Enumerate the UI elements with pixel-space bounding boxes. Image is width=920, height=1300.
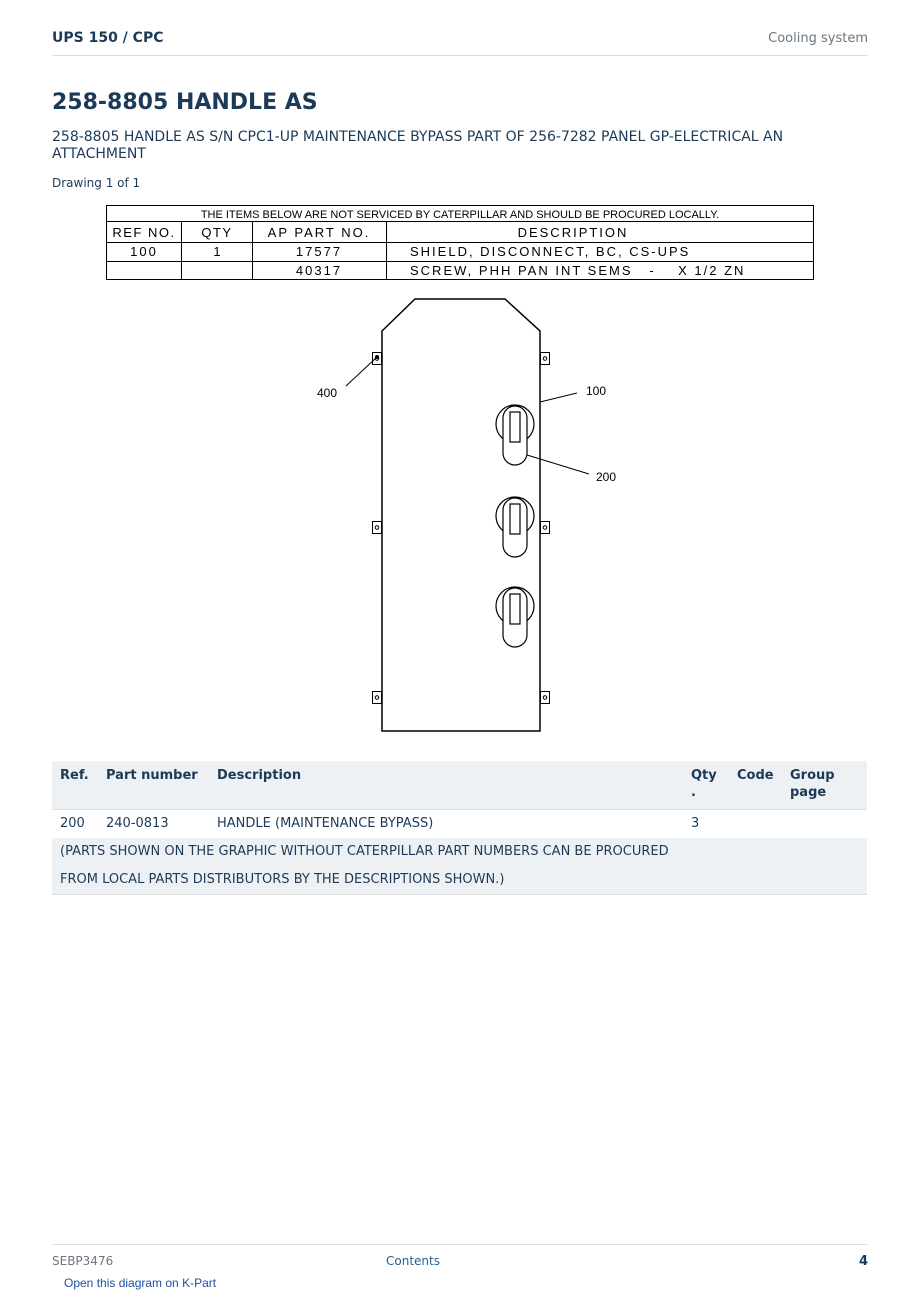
table-note-row [52,866,867,895]
col-ap-part-no: AP PART NO. [267,225,371,240]
page-title: 258-8805 HANDLE AS [52,90,318,115]
col-ref-no: REF NO. [112,225,176,240]
table-note-row [52,838,867,866]
table-note-2: FROM LOCAL PARTS DISTRIBUTORS BY THE DESCRIPTIONS SHOWN.) [52,866,867,895]
row2-part: 40317 [295,263,343,278]
header-qty: Qty . [683,761,729,810]
handle-1 [496,405,534,465]
header-code: Code [729,761,782,810]
handle-2 [496,497,534,557]
drawing-count: Drawing 1 of 1 [52,176,141,190]
row2-desc: SCREW, PHH PAN INT SEMS - X 1/2 ZN [410,263,746,278]
parts-table-header [52,761,867,810]
callout-400: 400 [317,386,338,400]
page-header [52,28,868,56]
callout-100: 100 [586,384,607,398]
col-description: DESCRIPTION [517,225,629,240]
parts-diagram [100,200,820,740]
cell-group-page [782,810,867,839]
parts-table [52,761,867,895]
header-ref: Ref. [52,761,98,810]
header-description: Description [209,761,683,810]
row1-part: 17577 [295,244,343,259]
row1-desc: SHIELD, DISCONNECT, BC, CS-UPS [410,244,691,259]
cell-description: HANDLE (MAINTENANCE BYPASS) [217,816,434,831]
page-number: 4 [858,1254,868,1269]
page-footer [52,1244,868,1274]
table-row [52,810,867,839]
row1-qty: 1 [213,244,221,259]
cell-ref: 200 [60,816,85,831]
cell-qty: 3 [691,816,700,831]
row1-ref: 100 [130,244,158,259]
header-group-page: Group page [782,761,867,810]
local-parts-notice: THE ITEMS BELOW ARE NOT SERVICED BY CATERPILLAR AND SHOULD BE PROCURED LOCALLY. [200,209,720,221]
cell-code [729,810,782,839]
callout-200: 200 [596,470,617,484]
callout-400-dot [375,355,379,359]
section-name: Cooling system [768,31,868,46]
cell-part-number: 240-0813 [106,816,169,831]
page-subtitle: 258-8805 HANDLE AS S/N CPC1-UP MAINTENANCE BYPASS PART OF 256-7282 PANEL GP-ELECTRICAL AN ATTACHMENT [52,129,784,162]
kpart-link[interactable]: Open this diagram on K-Part [64,1276,217,1290]
header-part-number: Part number [98,761,209,810]
document-id: SEBP3476 [52,1254,114,1268]
breadcrumb: UPS 150 / CPC [52,30,164,46]
col-qty: QTY [201,225,233,240]
table-note-1: (PARTS SHOWN ON THE GRAPHIC WITHOUT CATERPILLAR PART NUMBERS CAN BE PROCURED [52,838,867,866]
handle-3 [496,587,534,647]
contents-link[interactable]: Contents [386,1254,440,1268]
